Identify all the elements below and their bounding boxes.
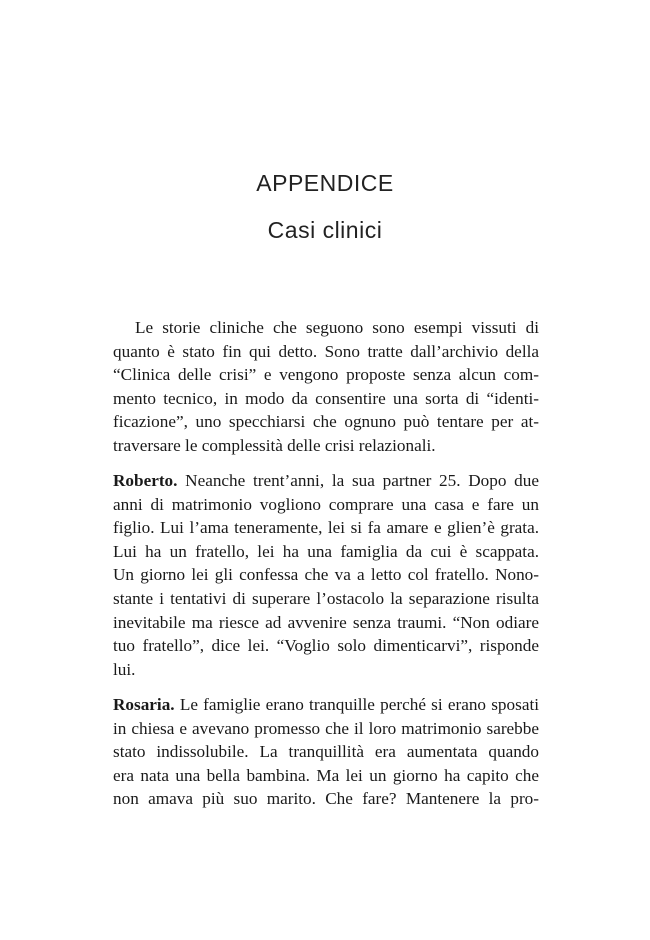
case-roberto-paragraph xyxy=(113,469,539,681)
text-line: “Clinica delle crisi” e vengono proposte senza alcun com- xyxy=(113,365,539,385)
text-line: stato indissolubile. La tranquillità era aumentata quando xyxy=(113,742,539,762)
text-line-rest: Le famiglie erano tranquille perché si erano sposati xyxy=(174,695,539,714)
text-line: era nata una bella bambina. Ma lei un giorno ha capito che xyxy=(113,765,539,785)
case-name-roberto: Roberto. xyxy=(113,471,178,490)
text-line xyxy=(113,469,539,493)
text-line: stante i tentativi di superare l’ostacolo la separazione risulta xyxy=(113,588,539,608)
text-line: traversare le complessità delle crisi relazionali. xyxy=(113,435,436,455)
case-rosaria-paragraph xyxy=(113,693,539,811)
text-line: inevitabile ma riesce ad avvenire senza traumi. “Non odiare xyxy=(113,612,539,632)
text-line: tuo fratello”, dice lei. “Voglio solo dimenticarvi”, risponde xyxy=(113,636,539,656)
appendix-title: APPENDICE xyxy=(256,170,394,196)
appendix-subtitle: Casi clinici xyxy=(267,217,383,243)
text-line: lui. xyxy=(113,659,136,679)
text-line: Le storie cliniche che seguono sono esempi vissuti di xyxy=(135,318,539,337)
text-line: non amava più suo marito. Che fare? Mantenere la pro- xyxy=(113,789,539,809)
case-name-rosaria: Rosaria. xyxy=(113,695,175,714)
text-line: quanto è stato fin qui detto. Sono tratte dall’archivio della xyxy=(113,341,539,361)
text-line: mento tecnico, in modo da consentire una sorta di “identi- xyxy=(113,388,539,408)
text-line: Lui ha un fratello, lei ha una famiglia da cui è scappata. xyxy=(113,541,539,561)
text-line: anni di matrimonio vogliono comprare una casa e fare un xyxy=(113,494,539,514)
text-line xyxy=(113,693,539,717)
text-line: ficazione”, uno specchiarsi che ognuno può tentare per at- xyxy=(113,412,539,432)
text-line: Un giorno lei gli confessa che va a letto col fratello. Nono- xyxy=(113,565,539,585)
intro-paragraph xyxy=(113,316,539,458)
text-line: figlio. Lui l’ama teneramente, lei si fa amare e glien’è grata. xyxy=(113,518,539,538)
text-line-rest: Neanche trent’anni, la sua partner 25. Dopo due xyxy=(177,471,539,490)
text-line: in chiesa e avevano promesso che il loro matrimonio sarebbe xyxy=(113,718,539,738)
